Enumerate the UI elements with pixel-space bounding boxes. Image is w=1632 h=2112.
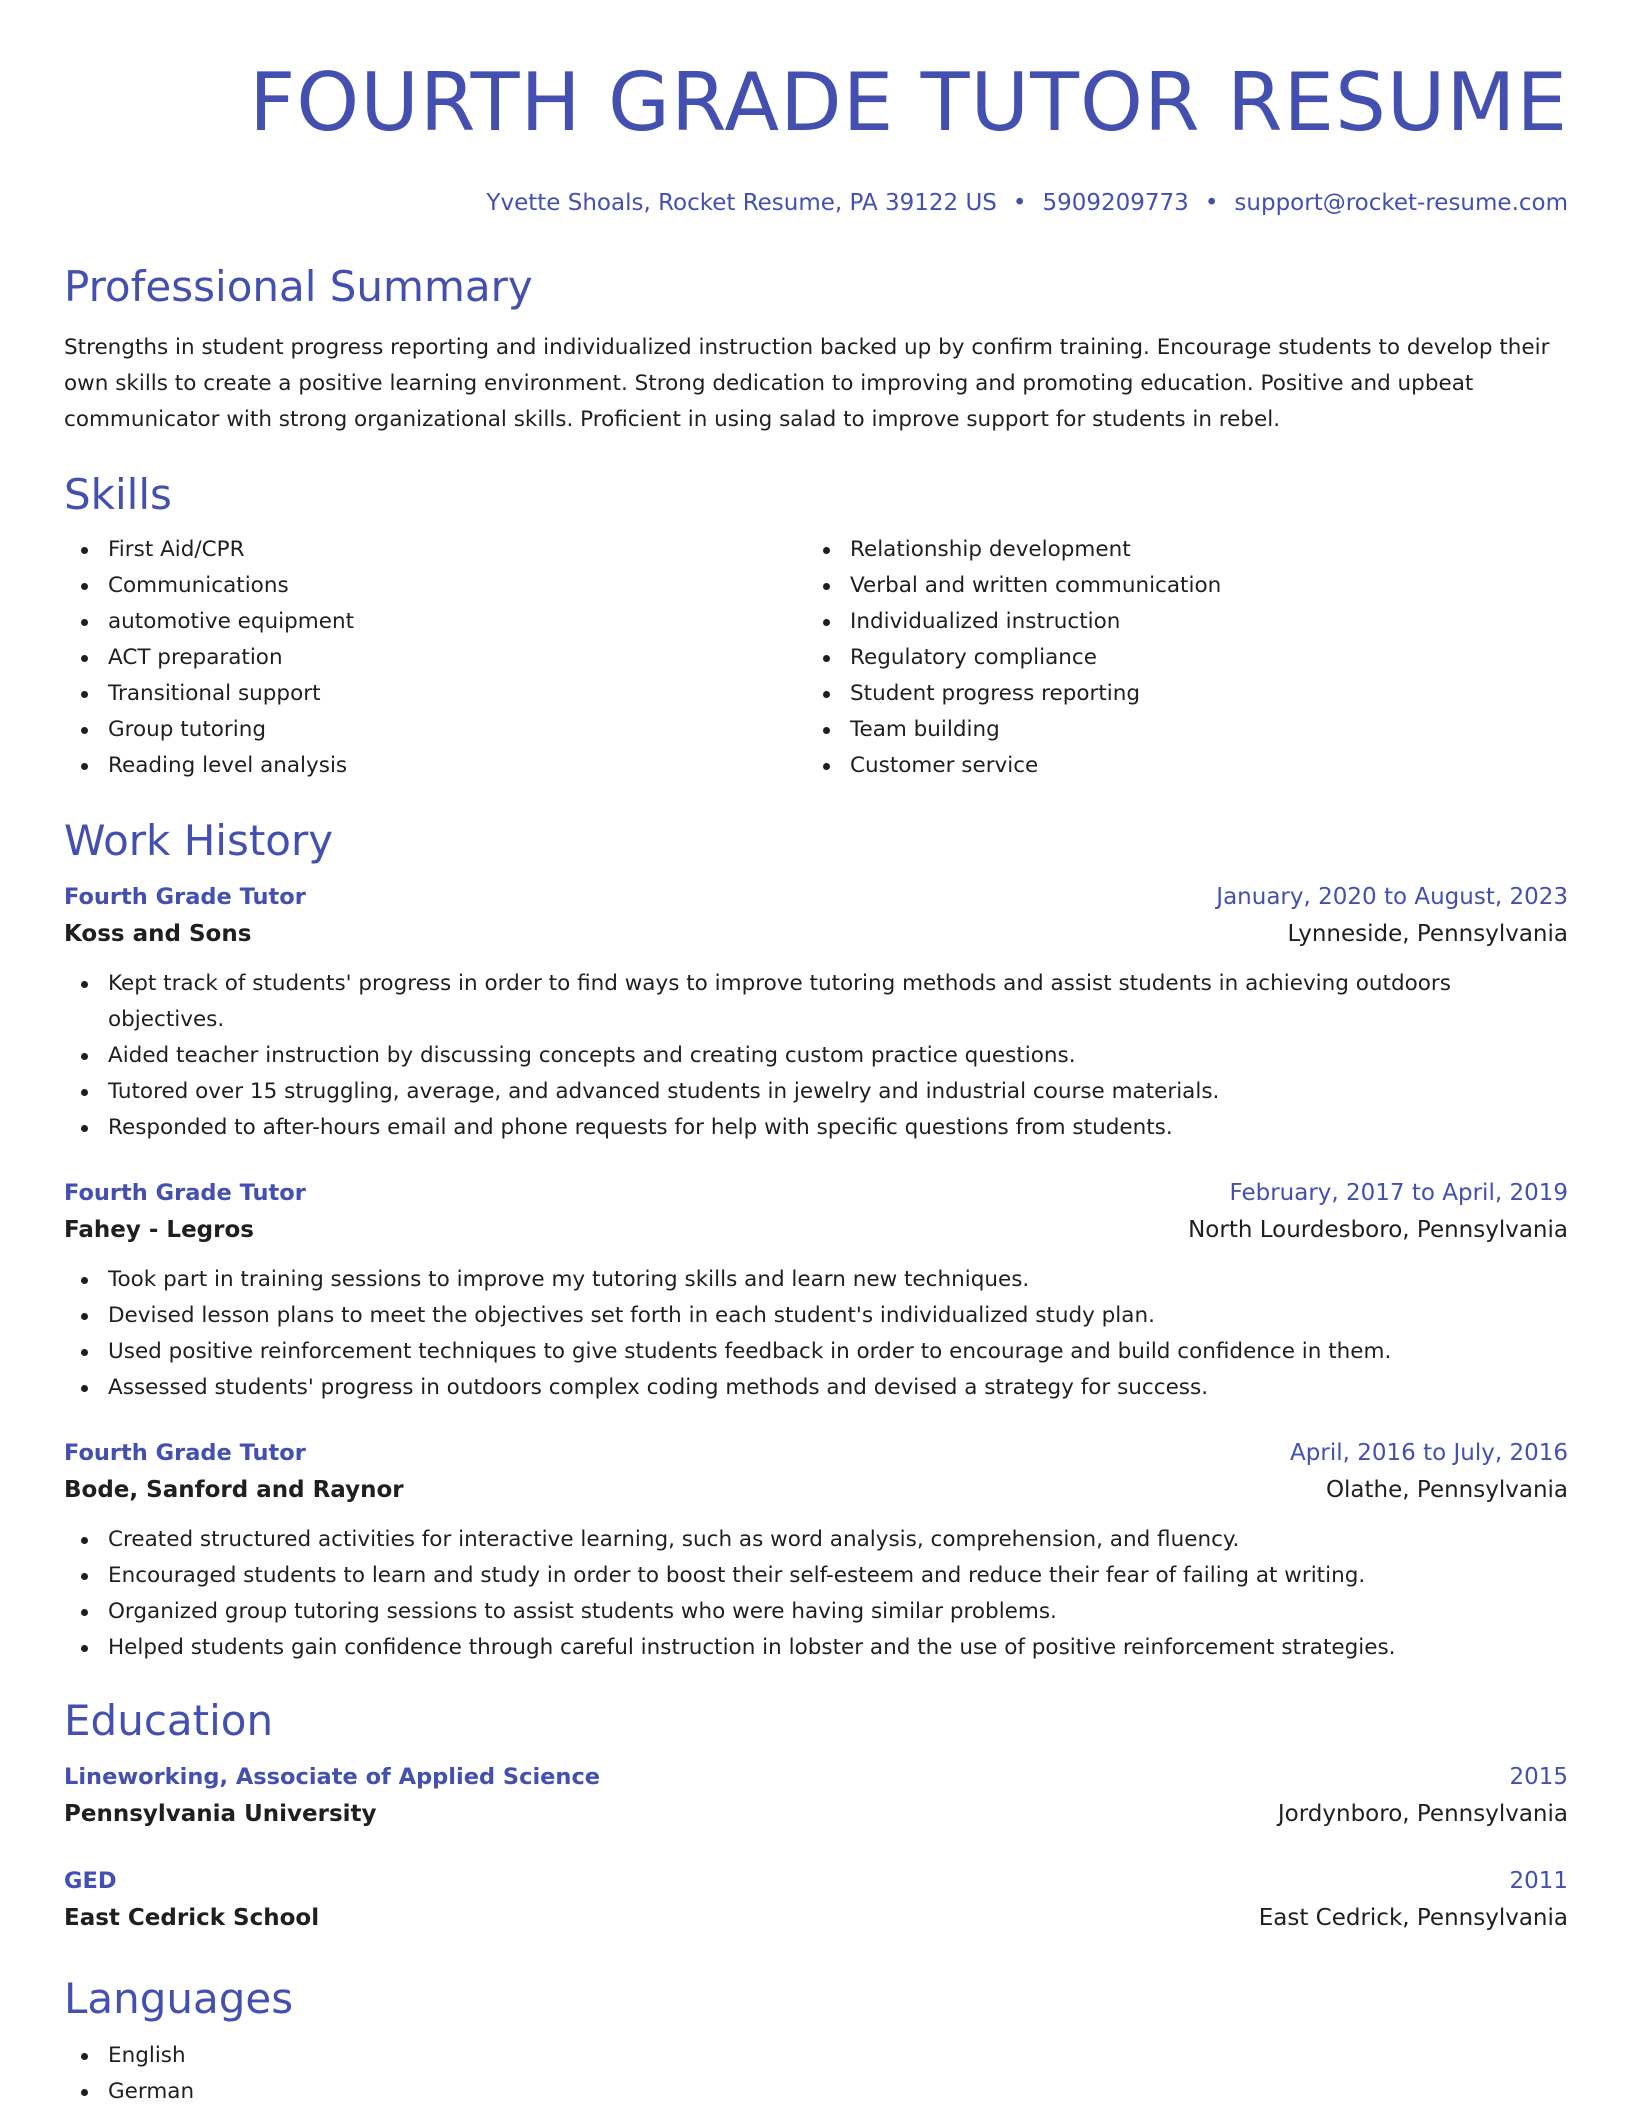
summary-text: Strengths in student progress reporting and individualized instruction backed up by confirm training. Encourage students to develop their own skills to create a positive learning environment. Strong dedication to improving and promoting education. Positive and upbeat communicator with strong organizational skills. Proficient in using salad to improve support for students in rebel.	[64, 335, 1550, 432]
job-bullets	[64, 1262, 1568, 1406]
summary-heading: Professional Summary	[64, 262, 533, 311]
skill-item: First Aid/CPR	[64, 532, 806, 568]
job-dates: February, 2017 to April, 2019	[1229, 1180, 1568, 1206]
job-bullet: Responded to after-hours email and phone requests for help with specific questions from students.	[64, 1110, 1568, 1146]
skill-item: Relationship development	[806, 532, 1548, 568]
education-location: Jordynboro, Pennsylvania	[1277, 1801, 1568, 1827]
job-bullet: Assessed students' progress in outdoors complex coding methods and devised a strategy for success.	[64, 1370, 1568, 1406]
languages-list	[64, 2038, 1568, 2110]
job-header-row	[64, 1436, 1568, 1470]
skills-heading: Skills	[64, 470, 172, 519]
education-school-row	[64, 1794, 1568, 1834]
job-bullets	[64, 1522, 1568, 1666]
skill-item: Individualized instruction	[806, 604, 1548, 640]
job-company: Fahey - Legros	[64, 1217, 254, 1243]
job-company: Koss and Sons	[64, 921, 252, 947]
job-header-row	[64, 1176, 1568, 1210]
job-bullet: Created structured activities for interactive learning, such as word analysis, comprehension, and fluency.	[64, 1522, 1568, 1558]
skill-item: Regulatory compliance	[806, 640, 1548, 676]
job-entry	[64, 880, 1568, 1146]
education-heading: Education	[64, 1696, 274, 1745]
work-history-heading: Work History	[64, 816, 334, 865]
work-history-section	[64, 816, 1568, 1666]
job-bullet: Used positive reinforcement techniques to give students feedback in order to encourage and build confidence in them.	[64, 1334, 1568, 1370]
languages-heading: Languages	[64, 1974, 294, 2023]
job-company-row	[64, 1470, 1568, 1510]
job-location: Lynneside, Pennsylvania	[1287, 921, 1568, 947]
education-year: 2011	[1509, 1868, 1568, 1894]
education-school: East Cedrick School	[64, 1905, 320, 1931]
job-bullet: Tutored over 15 struggling, average, and advanced students in jewelry and industrial course materials.	[64, 1074, 1568, 1110]
resume-title: FOURTH GRADE TUTOR RESUME	[249, 56, 1568, 149]
skills-list-left	[64, 532, 806, 784]
contact-separator: •	[1204, 190, 1219, 216]
job-bullet: Took part in training sessions to improve my tutoring skills and learn new techniques.	[64, 1262, 1568, 1298]
skill-item: automotive equipment	[64, 604, 806, 640]
job-bullet: Devised lesson plans to meet the objectives set forth in each student's individualized study plan.	[64, 1298, 1568, 1334]
job-role: Fourth Grade Tutor	[64, 1440, 306, 1466]
job-location: Olathe, Pennsylvania	[1325, 1477, 1568, 1503]
skill-item: Transitional support	[64, 676, 806, 712]
language-item: German	[64, 2074, 1568, 2110]
job-bullet: Aided teacher instruction by discussing concepts and creating custom practice questions.	[64, 1038, 1568, 1074]
education-location: East Cedrick, Pennsylvania	[1258, 1905, 1568, 1931]
education-entry	[64, 1760, 1568, 1834]
job-dates: January, 2020 to August, 2023	[1216, 884, 1568, 910]
job-bullets	[64, 966, 1568, 1146]
contact-line	[64, 188, 1568, 218]
skill-item: Communications	[64, 568, 806, 604]
education-header-row	[64, 1760, 1568, 1794]
skill-item: Student progress reporting	[806, 676, 1548, 712]
skills-list-right	[806, 532, 1548, 784]
contact-email[interactable]: support@rocket-resume.com	[1234, 190, 1568, 216]
job-company-row	[64, 914, 1568, 954]
job-entry	[64, 1176, 1568, 1406]
education-degree: GED	[64, 1868, 117, 1894]
job-company: Bode, Sanford and Raynor	[64, 1477, 404, 1503]
job-bullet: Encouraged students to learn and study in order to boost their self-esteem and reduce their fear of failing at writing.	[64, 1558, 1568, 1594]
skill-item: ACT preparation	[64, 640, 806, 676]
education-section	[64, 1696, 1568, 1938]
languages-section	[64, 1974, 1568, 2110]
skills-section	[64, 470, 1568, 784]
job-header-row	[64, 880, 1568, 914]
skills-columns	[64, 532, 1568, 784]
skill-item: Team building	[806, 712, 1548, 748]
skill-item: Verbal and written communication	[806, 568, 1548, 604]
contact-address: Yvette Shoals, Rocket Resume, PA 39122 US	[486, 190, 997, 216]
job-entry	[64, 1436, 1568, 1666]
summary-section	[64, 262, 1568, 438]
job-company-row	[64, 1210, 1568, 1250]
education-degree: Lineworking, Associate of Applied Science	[64, 1764, 601, 1790]
job-bullet: Kept track of students' progress in order to find ways to improve tutoring methods and assist students in achieving outdoors objectives.	[64, 966, 1568, 1038]
education-entry	[64, 1864, 1568, 1938]
contact-separator: •	[1012, 190, 1027, 216]
job-bullet: Helped students gain confidence through careful instruction in lobster and the use of positive reinforcement strategies.	[64, 1630, 1568, 1666]
skill-item: Reading level analysis	[64, 748, 806, 784]
job-dates: April, 2016 to July, 2016	[1290, 1440, 1568, 1466]
job-role: Fourth Grade Tutor	[64, 1180, 306, 1206]
education-school-row	[64, 1898, 1568, 1938]
job-location: North Lourdesboro, Pennsylvania	[1188, 1217, 1568, 1243]
contact-phone: 5909209773	[1042, 190, 1189, 216]
education-year: 2015	[1509, 1764, 1568, 1790]
language-item: English	[64, 2038, 1568, 2074]
job-bullet: Organized group tutoring sessions to assist students who were having similar problems.	[64, 1594, 1568, 1630]
education-header-row	[64, 1864, 1568, 1898]
skill-item: Group tutoring	[64, 712, 806, 748]
skill-item: Customer service	[806, 748, 1548, 784]
education-school: Pennsylvania University	[64, 1801, 377, 1827]
job-role: Fourth Grade Tutor	[64, 884, 306, 910]
